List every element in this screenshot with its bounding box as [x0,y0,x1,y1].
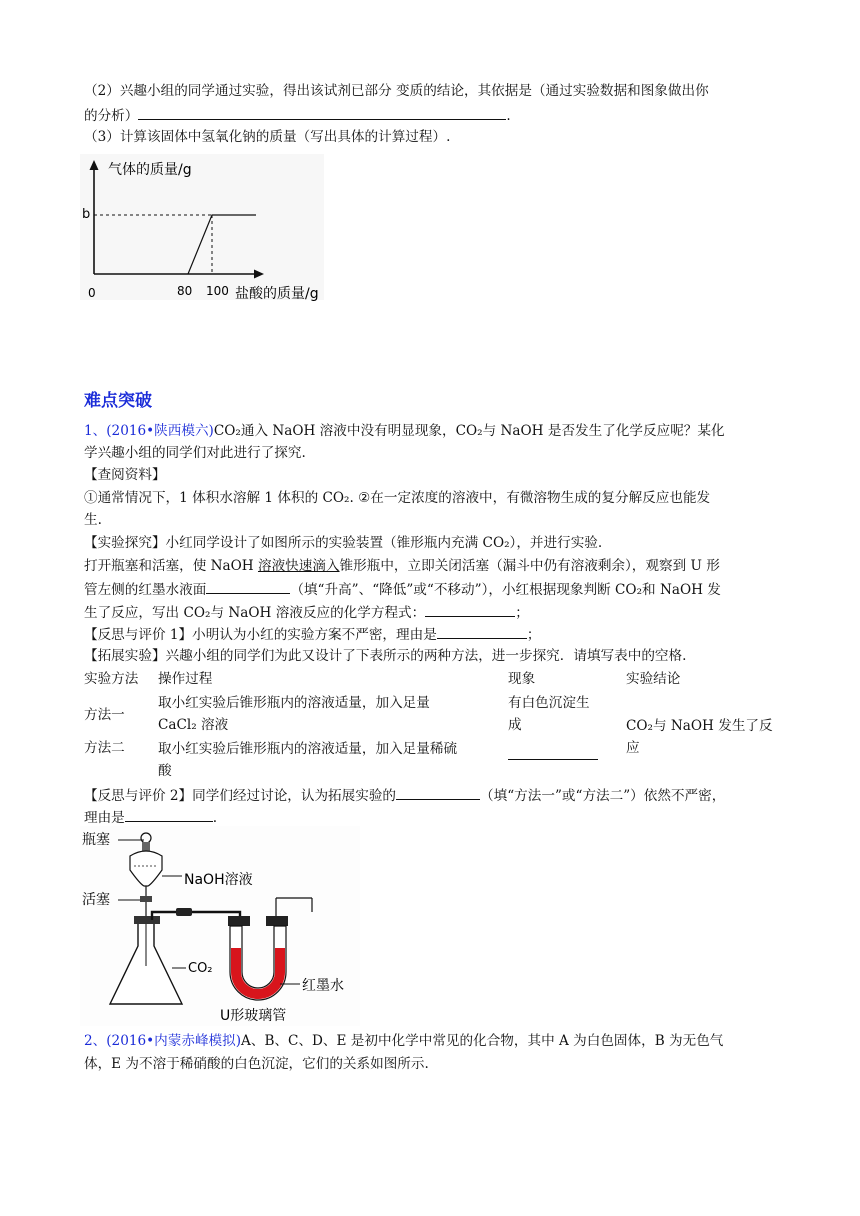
answer-blank [138,104,506,120]
extension-line: 【拓展实验】兴趣小组的同学们为此又设计了下表所示的两种方法，进一步探究．请填写表中的空格. [84,648,687,664]
reflect2-end: . [212,810,218,826]
op-line3 [84,601,529,624]
reflect2-line1 [84,784,725,807]
reflect2-text-b: （填“方法一”或“方法二”）依然不严密， [480,788,726,804]
co2-label: CO₂ [188,961,213,976]
tube-clamp [176,908,192,916]
q2-line1: （2）兴趣小组的同学通过实验，得出该试剂已部分 变质的结论，其依据是（通过实验数据和图象做出你 [84,83,709,99]
exp-line: 【实验探究】小红同学设计了如图所示的实验装置（锥形瓶内充满 CO₂），并进行实验. [84,535,603,551]
flask-stopper [134,916,160,924]
op-line1a: 打开瓶塞和活塞，使 NaOH [84,558,258,574]
q2-line2-text: 的分析） [84,108,139,124]
method2-op-line2: 酸 [158,763,172,779]
conclusion-line1: CO₂与 NaOH 发生了反 [626,718,773,734]
u-tube-right-stopper [266,916,288,926]
valve-body [140,896,152,902]
reflect2-text: 【反思与评价 2】同学们经过讨论，认为拓展实验的 [84,788,397,804]
x-axis-label: 盐酸的质量/g [235,286,319,302]
op-line3-text: 生了反应，写出 CO₂与 NaOH 溶液反应的化学方程式： [84,605,426,621]
method2-label: 方法二 [84,740,125,756]
p2-line2: 体，E 为不溶于稀硝酸的白色沉淀，它们的关系如图所示. [84,1056,429,1072]
p2-number: 2、 [84,1033,107,1049]
op-line2a: 管左侧的红墨水液面 [84,582,207,598]
op-line1 [84,555,720,577]
reflect1-blank [437,623,527,639]
equation-blank [425,601,515,617]
th-method: 实验方法 [84,671,139,687]
reflect1-text: 【反思与评价 1】小明认为小红的实验方案不严密，理由是 [84,627,437,643]
ref-line1: ①通常情况下，1 体积水溶解 1 体积的 CO₂. ②在一定浓度的溶液中，有微溶物生成的复分解反应也能发 [84,490,711,506]
method1-op-line1: 取小红实验后锥形瓶内的溶液适量，加入足量 [158,695,430,711]
x-tick-80: 80 [177,284,193,298]
method2-phenomenon-blank [508,741,598,760]
th-phenomenon: 现象 [508,671,536,687]
apparatus-diagram [80,826,360,1026]
method1-phenomenon-line1: 有白色沉淀生 [508,695,590,711]
ink-label: 红墨水 [302,978,344,994]
op-line2 [84,578,721,601]
method1-op-line2: CaCl₂ 溶液 [158,717,229,733]
y-tick-b: b [82,207,91,222]
q3-text: （3）计算该固体中氢氧化钠的质量（写出具体的计算过程）. [84,129,451,145]
reflect1-end: ； [526,627,541,643]
level-blank [206,578,290,594]
y-axis-label: 气体的质量/g [108,162,192,178]
op-line1-underlined: 溶液快速滴入 [257,558,340,574]
p2-source: (2016•内蒙赤峰模拟) [106,1033,242,1049]
reason-blank [125,806,213,822]
th-conclusion: 实验结论 [626,671,681,687]
p2-text1: A、B、C、D、E 是初中化学中常见的化合物，其中 A 为白色固体，B 为无色气 [241,1033,724,1049]
p2-line1 [84,1030,723,1052]
op-line2b: （填“升高”、“降低”或“不移动”），小红根据现象判断 CO₂和 NaOH 发 [290,582,721,598]
method1-label: 方法一 [84,707,125,723]
reflect2-blank [396,784,480,800]
th-operation: 操作过程 [158,671,213,687]
tube-label: U形玻璃管 [220,1008,287,1024]
method2-op-line1: 取小红实验后锥形瓶内的溶液适量，加入足量稀硫 [158,741,458,757]
conclusion-line2: 应 [626,740,640,756]
ref-line2: 生. [84,512,102,528]
reflect1 [84,623,540,646]
stopper-label: 瓶塞 [82,832,110,848]
section-title: 难点突破 [84,391,152,411]
reflect2-reason: 理由是 [84,810,125,826]
p1-source: (2016•陕西模六) [106,423,214,439]
p1-line2: 学兴趣小组的同学们对此进行了探究. [84,445,306,461]
origin-label: 0 [88,286,96,300]
ref-heading: 【查阅资料】 [84,467,166,483]
x-tick-100: 100 [206,284,229,298]
gas-mass-chart [80,154,340,304]
valve-label: 活塞 [82,892,110,908]
p1-number: 1、 [84,423,107,439]
u-tube-left-stopper [228,916,250,926]
p1-line1 [84,420,725,442]
q2-line2: 的分析） . [84,104,511,127]
op-line1b: 锥形瓶中，立即关闭活塞（漏斗中仍有溶液剩余），观察到 U 形 [339,558,720,574]
op-line3-end: ； [515,605,529,621]
method1-phenomenon-line2: 成 [508,717,522,733]
p1-text1: CO₂通入 NaOH 溶液中没有明显现象，CO₂与 NaOH 是否发生了化学反应呢？某化 [213,423,725,439]
naoh-label: NaOH溶液 [184,872,253,888]
